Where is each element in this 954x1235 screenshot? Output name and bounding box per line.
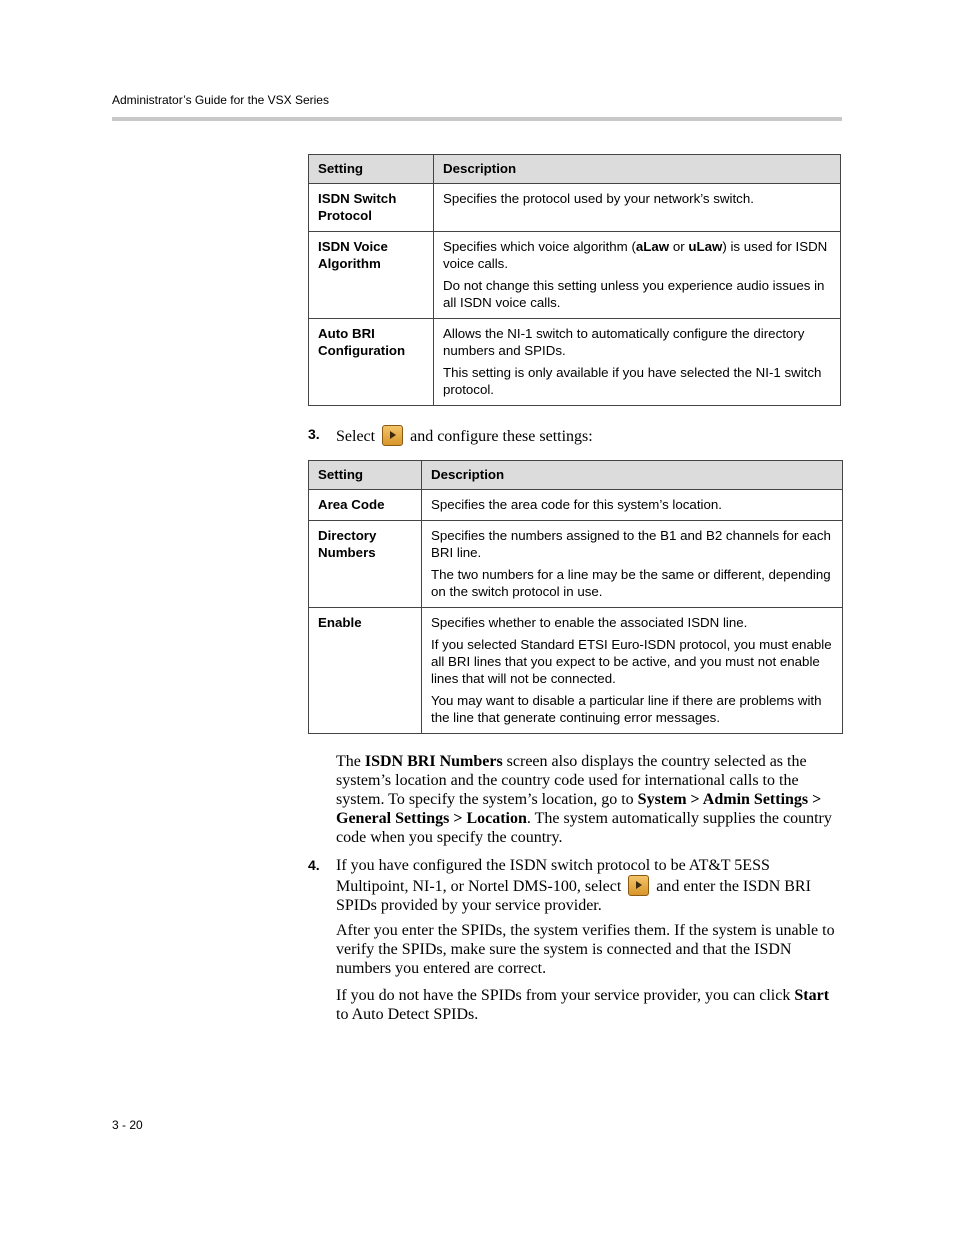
table-header-row [309, 155, 841, 184]
body-paragraph: The ISDN BRI Numbers screen also displays the country selected as the system’s location and the country code used for international calls to the system. To specify the system’s location, go to System > Admin Settings > General Settings > Location. The system automatically supplies the country code when you specify the country. [336, 753, 832, 846]
setting-description: Specifies which voice algorithm (aLaw or uLaw) is used for ISDN voice calls. Do not change this setting unless you experience audio issues in all ISDN voice calls. [434, 232, 841, 319]
setting-description: Specifies whether to enable the associated ISDN line. If you selected Standard ETSI Euro-ISDN protocol, you must enable all BRI lines that you expect to be active, and you must not enable lines that will not be connected. You may want to disable a particular line if there are problems with the line that generate continuing error messages. [422, 608, 843, 734]
table-row [309, 319, 841, 406]
table-row [309, 608, 843, 734]
table-header-row [309, 461, 843, 490]
setting-name: Directory Numbers [309, 521, 422, 608]
step-4 [308, 856, 843, 915]
column-header-description: Description [434, 155, 841, 184]
step-text: Select [336, 428, 376, 445]
step-number: 3. [308, 426, 320, 442]
step-3 [308, 425, 843, 446]
table-row [309, 184, 841, 232]
table-row [309, 232, 841, 319]
table-row [309, 521, 843, 608]
step-text: and configure these settings: [410, 428, 593, 445]
setting-description: Specifies the protocol used by your network’s switch. [434, 184, 841, 232]
setting-name: Area Code [309, 490, 422, 521]
running-header: Administrator’s Guide for the VSX Series [112, 93, 329, 107]
header-rule [112, 117, 842, 121]
next-arrow-icon[interactable] [382, 425, 403, 446]
setting-name: Auto BRI Configuration [309, 319, 434, 406]
setting-name: ISDN Switch Protocol [309, 184, 434, 232]
body-paragraph: If you do not have the SPIDs from your service provider, you can click Start to Auto Detect SPIDs. [336, 987, 830, 1023]
setting-name: Enable [309, 608, 422, 734]
step-text: If you have configured the ISDN switch protocol to be AT&T 5ESS Multipoint, NI-1, or Nortel DMS-100, select [336, 857, 770, 895]
table-row [309, 490, 843, 521]
isdn-settings-table [308, 154, 841, 406]
page-number: 3 - 20 [112, 1118, 143, 1132]
step-text: and enter the ISDN BRI SPIDs provided by your service provider. [336, 878, 811, 914]
setting-description: Allows the NI-1 switch to automatically configure the directory numbers and SPIDs. This setting is only available if you have selected the NI-1 switch protocol. [434, 319, 841, 406]
setting-name: ISDN Voice Algorithm [309, 232, 434, 319]
bri-numbers-table [308, 460, 843, 734]
column-header-setting: Setting [309, 155, 434, 184]
column-header-setting: Setting [309, 461, 422, 490]
body-paragraph: After you enter the SPIDs, the system verifies them. If the system is unable to verify the SPIDs, make sure the system is connected and that the ISDN numbers you entered are correct. [336, 922, 835, 977]
setting-description: Specifies the area code for this system’s location. [422, 490, 843, 521]
step-number: 4. [308, 857, 320, 873]
setting-description: Specifies the numbers assigned to the B1 and B2 channels for each BRI line. The two numbers for a line may be the same or different, depending on the switch protocol in use. [422, 521, 843, 608]
column-header-description: Description [422, 461, 843, 490]
next-arrow-icon[interactable] [628, 875, 649, 896]
